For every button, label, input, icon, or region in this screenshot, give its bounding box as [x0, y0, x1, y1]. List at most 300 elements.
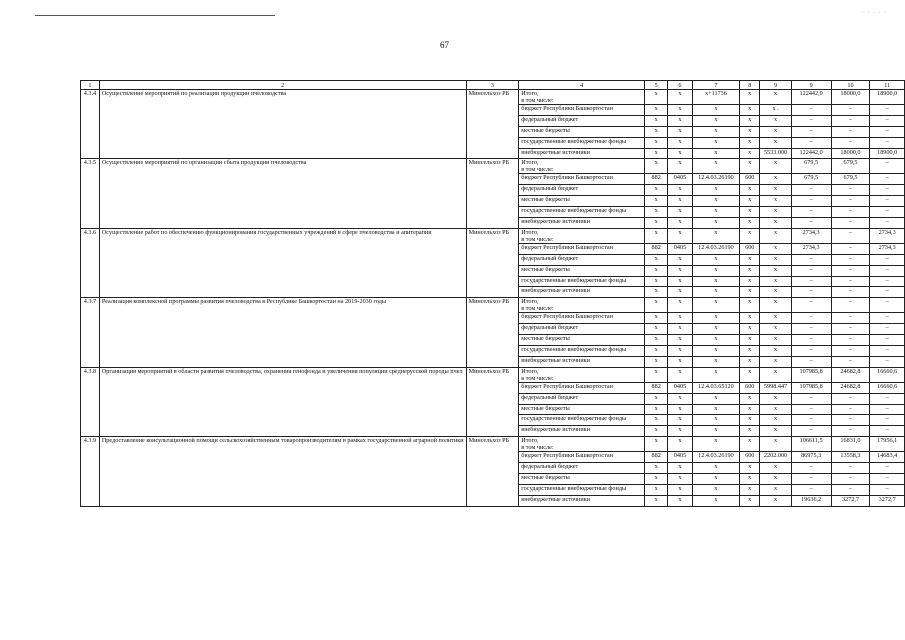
value-cell: x [668, 265, 693, 276]
value-cell: – [870, 404, 905, 415]
value-cell: – [870, 346, 905, 357]
value-cell: x [740, 474, 760, 485]
value-cell: 86975,3 [791, 452, 831, 463]
value-cell: x [740, 495, 760, 506]
value-cell: – [831, 484, 870, 495]
value-cell: x [668, 228, 693, 243]
value-cell: x . [760, 105, 791, 116]
value-cell: – [831, 265, 870, 276]
value-cell: x [760, 287, 791, 298]
value-cell: x [740, 463, 760, 474]
value-cell: – [791, 254, 831, 265]
header-cell: 3 [466, 81, 519, 90]
value-cell: x [740, 159, 760, 174]
value-cell: – [870, 185, 905, 196]
funding-source: Итого, в том числе: [519, 159, 645, 174]
value-cell: x [740, 356, 760, 367]
value-cell: x [645, 196, 668, 207]
funding-source: государственные внебюджетные фонды [519, 346, 645, 357]
value-cell: x [760, 90, 791, 105]
header-cell: 7 [692, 81, 739, 90]
value-cell: x [760, 484, 791, 495]
value-cell: – [791, 207, 831, 218]
value-cell: x [740, 426, 760, 437]
value-cell: – [870, 115, 905, 126]
value-cell: – [791, 356, 831, 367]
value-cell: 5533.000 [760, 148, 791, 159]
value-cell: 882 [645, 452, 668, 463]
value-cell: x [692, 356, 739, 367]
value-cell: x [760, 415, 791, 426]
value-cell: 122442,0 [791, 90, 831, 105]
table-row [81, 437, 905, 452]
item-number: 4.3.8 [81, 367, 100, 436]
value-cell: x [740, 287, 760, 298]
value-cell: x [692, 463, 739, 474]
value-cell: x [668, 324, 693, 335]
value-cell: x [760, 393, 791, 404]
funding-source: государственные внебюджетные фонды [519, 415, 645, 426]
value-cell: – [870, 313, 905, 324]
value-cell: 12.4.03.26190 [692, 243, 739, 254]
value-cell: – [870, 415, 905, 426]
value-cell: 0405 [668, 174, 693, 185]
funding-source: бюджет Республики Башкортостан [519, 243, 645, 254]
value-cell: x [740, 148, 760, 159]
funding-source: государственные внебюджетные фонды [519, 137, 645, 148]
value-cell: x [692, 324, 739, 335]
value-cell: x [668, 287, 693, 298]
value-cell: x [645, 90, 668, 105]
value-cell: x [740, 185, 760, 196]
item-title: Реализация комплексной программы развития пчеловодства в Республике Башкортостан на 2019-2030 годы [99, 298, 466, 367]
funding-source: местные бюджеты [519, 196, 645, 207]
value-cell: x [760, 335, 791, 346]
value-cell: – [870, 265, 905, 276]
value-cell: x [645, 324, 668, 335]
value-cell: – [831, 346, 870, 357]
funding-source: государственные внебюджетные фонды [519, 484, 645, 495]
value-cell: x [740, 335, 760, 346]
header-cell: 9 [791, 81, 831, 90]
value-cell: x [692, 276, 739, 287]
header-cell: 9 [760, 81, 791, 90]
value-cell: 13558,3 [831, 452, 870, 463]
value-cell: – [791, 185, 831, 196]
value-cell: x [760, 346, 791, 357]
funding-source: Итого, в том числе: [519, 228, 645, 243]
funding-source: Итого, в том числе: [519, 90, 645, 105]
value-cell: x [645, 287, 668, 298]
header-cell: 4 [519, 81, 645, 90]
value-cell: x [645, 105, 668, 116]
value-cell: x [668, 207, 693, 218]
value-cell: 12.4.03.65120 [692, 382, 739, 393]
value-cell: 600 [740, 382, 760, 393]
value-cell: x [692, 346, 739, 357]
value-cell: 2734,3 [791, 228, 831, 243]
value-cell: x [645, 393, 668, 404]
value-cell: x [692, 159, 739, 174]
value-cell: x [645, 313, 668, 324]
value-cell: – [870, 174, 905, 185]
value-cell: x [668, 426, 693, 437]
funding-source: бюджет Республики Башкортостан [519, 174, 645, 185]
header-cell: 8 [740, 81, 760, 90]
funding-source: Итого, в том числе: [519, 367, 645, 382]
value-cell: x [668, 495, 693, 506]
value-cell: x [740, 404, 760, 415]
value-cell: x [740, 346, 760, 357]
value-cell: x [645, 115, 668, 126]
funding-source: бюджет Республики Башкортостан [519, 313, 645, 324]
value-cell: – [870, 298, 905, 313]
value-cell: x [760, 265, 791, 276]
value-cell: – [831, 207, 870, 218]
value-cell: – [831, 474, 870, 485]
value-cell: 0405 [668, 243, 693, 254]
value-cell: – [831, 276, 870, 287]
value-cell: x [668, 115, 693, 126]
value-cell: – [791, 393, 831, 404]
value-cell: x [645, 276, 668, 287]
value-cell: x [740, 115, 760, 126]
value-cell: 122442,0 [791, 148, 831, 159]
value-cell: 2734,3 [870, 228, 905, 243]
value-cell: – [870, 126, 905, 137]
value-cell: x [692, 254, 739, 265]
value-cell: – [831, 218, 870, 229]
funding-source: местные бюджеты [519, 265, 645, 276]
value-cell: – [791, 218, 831, 229]
value-cell: x [692, 495, 739, 506]
value-cell: – [791, 298, 831, 313]
item-executor: Минсельхоз РБ [466, 90, 519, 159]
value-cell: x [760, 474, 791, 485]
value-cell: x [740, 437, 760, 452]
value-cell: 18000,0 [831, 90, 870, 105]
value-cell: – [831, 137, 870, 148]
funding-source: бюджет Республики Башкортостан [519, 382, 645, 393]
value-cell: x [740, 484, 760, 495]
value-cell: x [760, 495, 791, 506]
value-cell: x [668, 335, 693, 346]
value-cell: – [831, 335, 870, 346]
value-cell: 17956,1 [870, 437, 905, 452]
value-cell: x [645, 137, 668, 148]
header-row [81, 81, 905, 90]
value-cell: – [870, 105, 905, 116]
value-cell: – [831, 287, 870, 298]
value-cell: 19636,2 [791, 495, 831, 506]
value-cell: x [692, 228, 739, 243]
value-cell: – [791, 346, 831, 357]
item-title: Осуществление работ по обеспечению функционирования государственных учреждений в сфере пчеловодства и апитерапии [99, 228, 466, 297]
value-cell: 0405 [668, 452, 693, 463]
page-number: 67 [440, 40, 449, 50]
funding-source: Итого, в том числе: [519, 437, 645, 452]
value-cell: x [668, 356, 693, 367]
table-row [81, 90, 905, 105]
value-cell: x [668, 90, 693, 105]
value-cell: – [870, 463, 905, 474]
value-cell: x [692, 474, 739, 485]
value-cell: x [668, 185, 693, 196]
value-cell: x [692, 126, 739, 137]
value-cell: x [760, 228, 791, 243]
value-cell: – [870, 207, 905, 218]
item-number: 4.3.6 [81, 228, 100, 297]
value-cell: x [760, 185, 791, 196]
value-cell: 24682,8 [831, 382, 870, 393]
value-cell: 882 [645, 174, 668, 185]
funding-source: федеральный бюджет [519, 115, 645, 126]
value-cell: – [791, 287, 831, 298]
value-cell: x [645, 148, 668, 159]
funding-source: федеральный бюджет [519, 393, 645, 404]
value-cell: x [668, 159, 693, 174]
funding-source: федеральный бюджет [519, 254, 645, 265]
value-cell: 3272,7 [831, 495, 870, 506]
funding-source: местные бюджеты [519, 126, 645, 137]
value-cell: 600 [740, 174, 760, 185]
item-title: Предоставление консультационной помощи сельскохозяйственным товаропроизводителям в рамках государственной аграрной политики [99, 437, 466, 506]
value-cell: x [760, 426, 791, 437]
value-cell: – [791, 126, 831, 137]
value-cell: x [760, 437, 791, 452]
header-cell: 10 [831, 81, 870, 90]
value-cell: – [870, 356, 905, 367]
item-title: Осуществление мероприятий по реализации продукции пчеловодства [99, 90, 466, 159]
value-cell: 2202.000 [760, 452, 791, 463]
value-cell: x [645, 356, 668, 367]
value-cell: x [692, 437, 739, 452]
value-cell: x [645, 495, 668, 506]
value-cell: x [740, 324, 760, 335]
value-cell: x [760, 174, 791, 185]
value-cell: x [645, 367, 668, 382]
value-cell: x [668, 346, 693, 357]
table-row [81, 367, 905, 382]
value-cell: x [740, 207, 760, 218]
value-cell: x [668, 463, 693, 474]
value-cell: x [668, 218, 693, 229]
value-cell: x [692, 298, 739, 313]
value-cell: x [760, 313, 791, 324]
value-cell: x [692, 404, 739, 415]
value-cell: x [668, 137, 693, 148]
value-cell: x [692, 484, 739, 495]
value-cell: x [760, 115, 791, 126]
funding-source: местные бюджеты [519, 404, 645, 415]
value-cell: – [831, 243, 870, 254]
value-cell: x [668, 276, 693, 287]
value-cell: – [870, 335, 905, 346]
value-cell: – [831, 115, 870, 126]
value-cell: x [692, 367, 739, 382]
value-cell: 3272,7 [870, 495, 905, 506]
value-cell: – [791, 404, 831, 415]
value-cell: x [668, 367, 693, 382]
value-cell: x [668, 474, 693, 485]
value-cell: x [760, 218, 791, 229]
value-cell: – [870, 159, 905, 174]
value-cell: – [870, 276, 905, 287]
value-cell: – [870, 324, 905, 335]
value-cell: x [692, 415, 739, 426]
value-cell: – [791, 276, 831, 287]
item-executor: Минсельхоз РБ [466, 298, 519, 367]
value-cell: x [645, 335, 668, 346]
funding-source: федеральный бюджет [519, 185, 645, 196]
value-cell: – [831, 415, 870, 426]
budget-table [80, 80, 905, 507]
value-cell: – [831, 393, 870, 404]
value-cell: x [760, 137, 791, 148]
value-cell: x [668, 404, 693, 415]
value-cell: x [740, 298, 760, 313]
table-row [81, 298, 905, 313]
value-cell: 106611,5 [791, 437, 831, 452]
value-cell: x [740, 393, 760, 404]
value-cell: – [831, 105, 870, 116]
value-cell: x [760, 159, 791, 174]
value-cell: 12.4.03.26190 [692, 452, 739, 463]
value-cell: x+11736 [692, 90, 739, 105]
header-cell: 2 [99, 81, 466, 90]
value-cell: x [692, 207, 739, 218]
value-cell: x [645, 207, 668, 218]
value-cell: – [870, 426, 905, 437]
value-cell: x [645, 126, 668, 137]
item-number: 4.3.9 [81, 437, 100, 506]
value-cell: – [791, 463, 831, 474]
value-cell: – [791, 484, 831, 495]
value-cell: x [668, 437, 693, 452]
funding-source: внебюджетные источники [519, 495, 645, 506]
header-cell: 1 [81, 81, 100, 90]
value-cell: x [760, 404, 791, 415]
item-executor: Минсельхоз РБ [466, 367, 519, 436]
value-cell: x [760, 196, 791, 207]
value-cell: x [645, 415, 668, 426]
item-executor: Минсельхоз РБ [466, 228, 519, 297]
funding-source: федеральный бюджет [519, 324, 645, 335]
value-cell: x [645, 484, 668, 495]
value-cell: x [692, 115, 739, 126]
funding-source: внебюджетные источники [519, 356, 645, 367]
value-cell: 679,5 [791, 159, 831, 174]
value-cell: 16831,0 [831, 437, 870, 452]
value-cell: x [668, 298, 693, 313]
value-cell: x [740, 90, 760, 105]
value-cell: x [760, 276, 791, 287]
header-cell: 11 [870, 81, 905, 90]
value-cell: x [760, 463, 791, 474]
value-cell: – [870, 254, 905, 265]
value-cell: 2734,3 [870, 243, 905, 254]
value-cell: – [831, 196, 870, 207]
value-cell: x [740, 265, 760, 276]
value-cell: x [740, 126, 760, 137]
value-cell: – [831, 126, 870, 137]
value-cell: x [645, 298, 668, 313]
value-cell: x [645, 228, 668, 243]
value-cell: x [740, 415, 760, 426]
value-cell: x [668, 126, 693, 137]
value-cell: x [760, 367, 791, 382]
value-cell: x [740, 254, 760, 265]
value-cell: – [791, 426, 831, 437]
value-cell: 12.4.03.26190 [692, 174, 739, 185]
value-cell: – [870, 484, 905, 495]
value-cell: – [791, 335, 831, 346]
value-cell: x [645, 346, 668, 357]
value-cell: x [760, 356, 791, 367]
funding-source: местные бюджеты [519, 474, 645, 485]
value-cell: 14683,4 [870, 452, 905, 463]
value-cell: 16660,6 [870, 382, 905, 393]
value-cell: x [668, 484, 693, 495]
value-cell: x [740, 228, 760, 243]
item-title: Организация мероприятий в области развития пчеловодства, охранения генофонда и увеличения популяции среднерусской породы пчел [99, 367, 466, 436]
value-cell: x [760, 207, 791, 218]
value-cell: x [645, 254, 668, 265]
value-cell: x [668, 148, 693, 159]
value-cell: – [791, 196, 831, 207]
value-cell: x [740, 105, 760, 116]
funding-source: федеральный бюджет [519, 463, 645, 474]
value-cell: – [791, 415, 831, 426]
value-cell: x [668, 254, 693, 265]
value-cell: 107985,8 [791, 367, 831, 382]
value-cell: x [692, 335, 739, 346]
item-number: 4.3.7 [81, 298, 100, 367]
value-cell: 600 [740, 243, 760, 254]
item-number: 4.3.5 [81, 159, 100, 228]
value-cell: x [668, 393, 693, 404]
funding-source: государственные внебюджетные фонды [519, 207, 645, 218]
value-cell: x [692, 185, 739, 196]
value-cell: – [791, 265, 831, 276]
value-cell: x [645, 437, 668, 452]
value-cell: – [791, 313, 831, 324]
value-cell: – [831, 463, 870, 474]
value-cell: x [740, 196, 760, 207]
value-cell: x [645, 265, 668, 276]
funding-source: внебюджетные источники [519, 218, 645, 229]
value-cell: – [831, 298, 870, 313]
value-cell: x [668, 415, 693, 426]
value-cell: x [692, 393, 739, 404]
value-cell: x [760, 126, 791, 137]
value-cell: x [668, 313, 693, 324]
value-cell: 16660,6 [870, 367, 905, 382]
value-cell: x [692, 287, 739, 298]
value-cell: 0405 [668, 382, 693, 393]
value-cell: 679,5 [791, 174, 831, 185]
value-cell: x [760, 243, 791, 254]
value-cell: – [870, 196, 905, 207]
table-row [81, 228, 905, 243]
value-cell: 679,5 [831, 174, 870, 185]
value-cell: x [692, 196, 739, 207]
value-cell: – [831, 313, 870, 324]
value-cell: x [740, 367, 760, 382]
item-title: Осуществление мероприятий по организации сбыта продукции пчеловодства [99, 159, 466, 228]
value-cell: – [831, 404, 870, 415]
value-cell: – [791, 115, 831, 126]
